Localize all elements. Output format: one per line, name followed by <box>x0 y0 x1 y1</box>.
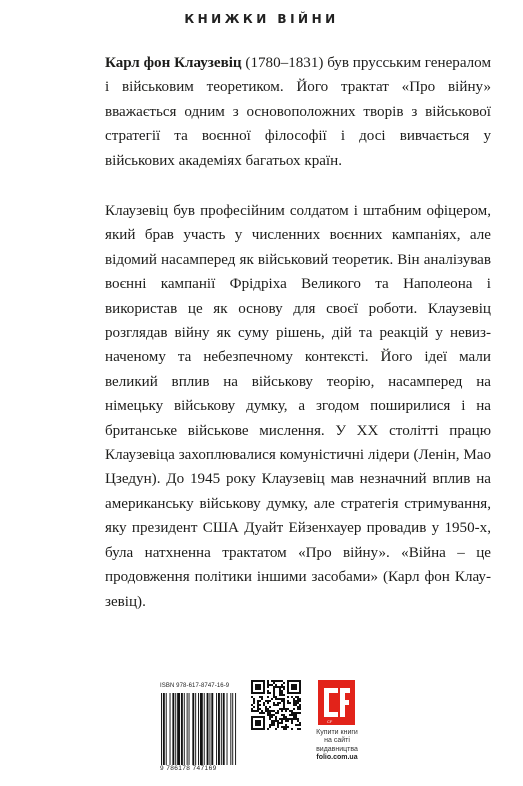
body-paragraph <box>105 199 491 614</box>
barcode-digits: 9 786178 747169 <box>160 765 217 772</box>
isbn-label: ISBN 978-617-8747-16-9 <box>160 683 230 689</box>
publisher-website: folio.com.ua <box>316 754 358 762</box>
buy-line-1: Купити книги <box>316 729 358 736</box>
publisher-logo-icon <box>318 680 355 725</box>
author-name: Карл фон Клаузевіц <box>105 55 242 71</box>
intro-text: (1780–1831) був прусським генералом і військовим теоретиком. Його трактат «Про війну» вважається одним з основоположних творів з військової стратегії та воєнної філософії і досі вивчається у військових академіях багатьох країн. <box>105 55 491 169</box>
isbn-barcode-block <box>160 683 244 775</box>
series-title: КНИЖКИ ВІЙНИ <box>184 12 339 26</box>
barcode <box>161 693 243 765</box>
buy-line-3: видавництва <box>316 745 358 753</box>
qr-code <box>251 680 301 730</box>
intro-paragraph <box>105 51 491 173</box>
body-text: Клаузевіц був професійним солдатом і штабним офіцером, який брав участь у численних воєнних кампаніях, але відомий насамперед як військовий теоретик. Він аналізував воєнні кампанії Фрідріха Великого та Наполеона і використав це як основу для своєї роботи. Клаузевіц розглядав війну як суму рішень, дій та реакцій у невизначеному та небезпечному контексті. Його ідеї мали великий вплив на військову теорію, насамперед на німецьку військову думку, а згодом поширилися і на британське військове мислення. У ХХ столітті працю Клаузевіца захоплювалися комуністичні лідери (Ленін, Мао Цзедун). До 1945 року Клаузевіц мав незначний вплив на американську військову думку, але стратегія стримування, яку президент США Дуайт Ейзенхауер провадив у 1950-х, була натхненна трактатом «Про війну». «Війна – це продовження політики іншими засобами» (Карл фон Клаузевіц). <box>105 203 491 610</box>
buy-line-2: на сайті <box>324 737 350 745</box>
buy-online-note <box>308 729 366 763</box>
publisher-mark: CF <box>327 719 333 724</box>
